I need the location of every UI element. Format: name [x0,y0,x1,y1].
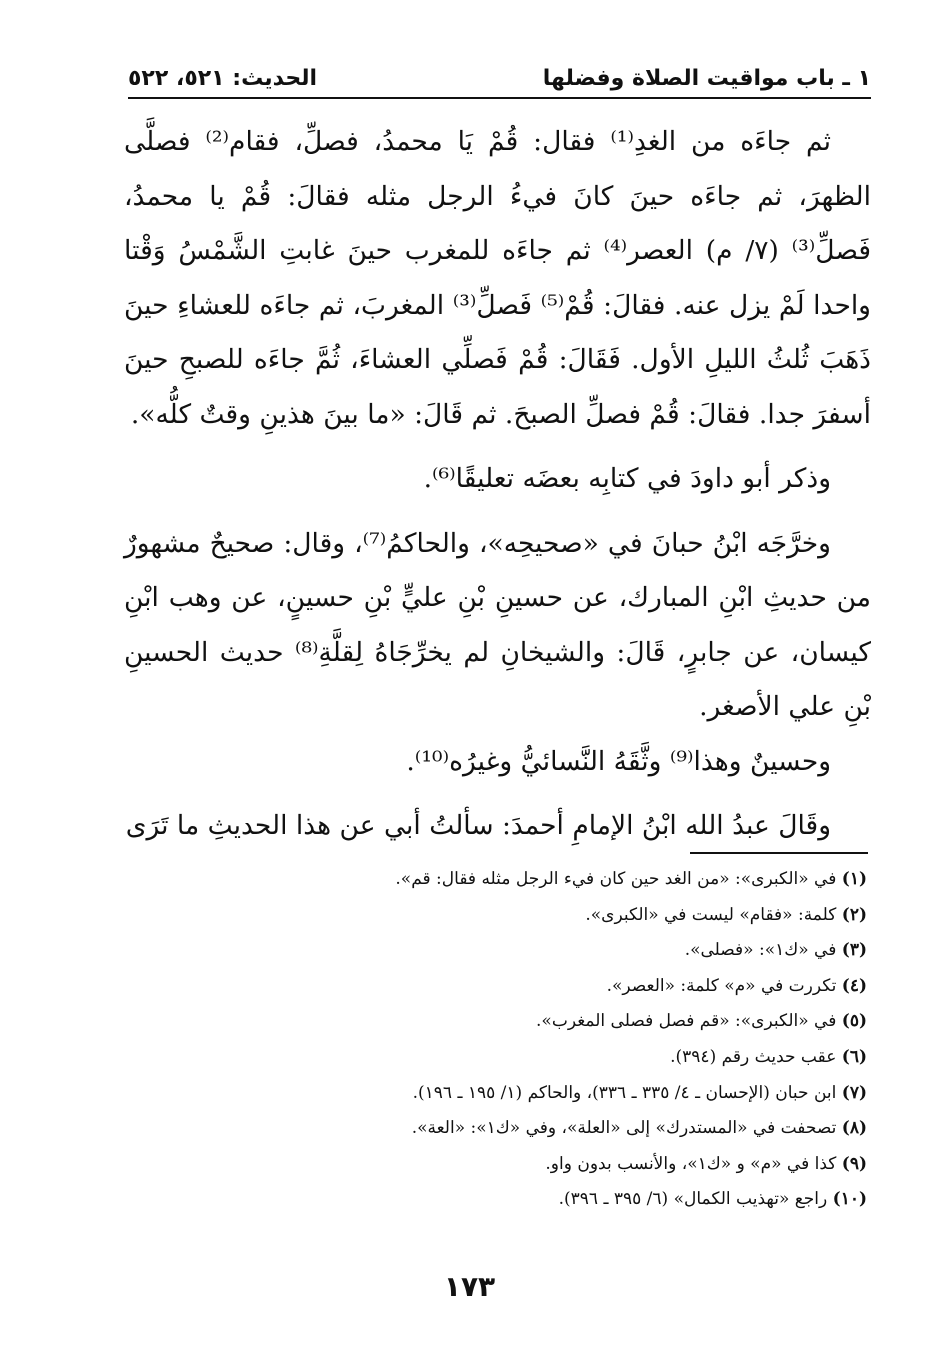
paragraph: وذكر أبو داودَ في كتابِه بعضَه تعليقًا⁽⁶⁾. [423,463,831,494]
footnote-number: (٦) [841,1046,867,1067]
footnote-text: عقب حديث رقم (٣٩٤). [670,1046,837,1067]
footnote-text: في «ك١»: «فصلى». [684,940,837,961]
footnote-text: في «الكبرى»: «من الغد حين كان فيء الرجل مثله فقال: قم». [395,869,837,889]
chapter-title: ١ ـ باب مواقيت الصلاة وفضلها [542,65,871,91]
footnote [124,1147,867,1183]
footnote-number: (١٠) [832,1189,867,1210]
page-number: ١٧٣ [443,1270,496,1303]
footnote [124,933,867,969]
footnote-text: تكررت في «م» كلمة: «العصر». [606,975,837,996]
main-text [124,115,871,854]
footnote-number: (٥) [841,1011,867,1032]
footnote-number: (٣) [841,940,867,961]
footnote-number: (١) [841,869,867,889]
paragraph: وقَالَ عبدُ الله ابْنُ الإمامِ أحمدَ: سألتُ أبي عن هذا الحديثِ ما تَرَى [125,810,831,841]
footnote-number: (٨) [841,1118,867,1139]
footnote-text: راجع «تهذيب الكمال» (٦/ ٣٩٥ ـ ٣٩٦). [558,1189,828,1210]
paragraph: وخرَّجَه ابْنُ حبانَ في «صحيحِه»، والحاكمُ⁽⁷⁾، وقال: صحيحٌ مشهورٌ من حديثِ ابْنِ المبارك، عن حسينِ بْنِ عليٍّ بْنِ حسينٍ، عن وهب ابْنِ كيسان، عن جابرٍ، قَالَ: والشيخانِ لم يخرِّجَاهُ لِقلَّةِ⁽⁸⁾ حديث الحسينِ بْنِ علي الأصغر. [124,527,871,722]
footnote [124,1040,867,1076]
paragraph: وحسينٌ وهذا⁽⁹⁾ وثَّقَهُ النَّسائيُّ وغيرُه⁽¹⁰⁾. [406,745,831,777]
footnote [124,969,867,1005]
footnote [124,1182,867,1218]
footnote [124,1004,867,1040]
footnote-text: كذا في «م» و «ك١»، والأنسب بدون واو. [545,1153,837,1174]
footnote [124,1076,867,1112]
footnote-text: ابن حبان (الإحسان ـ ٤/ ٣٣٥ ـ ٣٣٦)، والحاكم (١/ ١٩٥ ـ ١٩٦). [412,1082,837,1103]
footnote-number: (٩) [841,1153,867,1174]
footnote-number: (٤) [841,975,867,996]
footnote-text: تصحفت في «المستدرك» إلى «العلة»، وفي «ك١»: «العة». [411,1118,837,1139]
footnote-text: كلمة: «فقام» ليست في «الكبرى». [585,904,837,925]
footnote [124,898,867,934]
hadith-range: الحديث: ٥٢١، ٥٢٢ [128,65,317,91]
footnotes [124,862,867,1218]
running-header [128,60,871,96]
footnote-separator [690,852,868,854]
header-rule [128,97,871,99]
footnote-number: (٢) [841,904,867,925]
footnote [124,1111,867,1147]
footnote [124,862,867,898]
footnote-text: في «الكبرى»: «قم فصل فصلى المغرب». [536,1011,837,1032]
footnote-number: (٧) [841,1082,867,1103]
paragraph: ثم جاءَه من الغدِ⁽¹⁾ فقال: قُمْ يَا محمدُ، فصلِّ، فقام⁽²⁾ فصلَّى الظهرَ، ثم جاءَه حينَ كانَ فيءُ الرجل مثله فقالَ: قُمْ يا محمدُ، فَصلِّ⁽³⁾ (٧/ م) العصر⁽⁴⁾ ثم جاءَه للمغرب حينَ غابتِ الشَّمْسُ وَقْتا واحدا لَمْ يزل عنه. فقالَ: قُمْ⁽⁵⁾ فَصلِّ⁽³⁾ المغربَ، ثم جاءَه للعشاءِ حينَ ذَهَبَ ثُلثُ الليلِ الأول. فَقَالَ: قُمْ فَصلِّي العشاءَ، ثُمَّ جاءَه للصبحِ حينَ أسفرَ جدا. فقالَ: قُمْ فصلِّ الصبحَ. ثم قَالَ: «ما بينَ هذينِ وقتٌ كلُّه». [124,126,872,430]
